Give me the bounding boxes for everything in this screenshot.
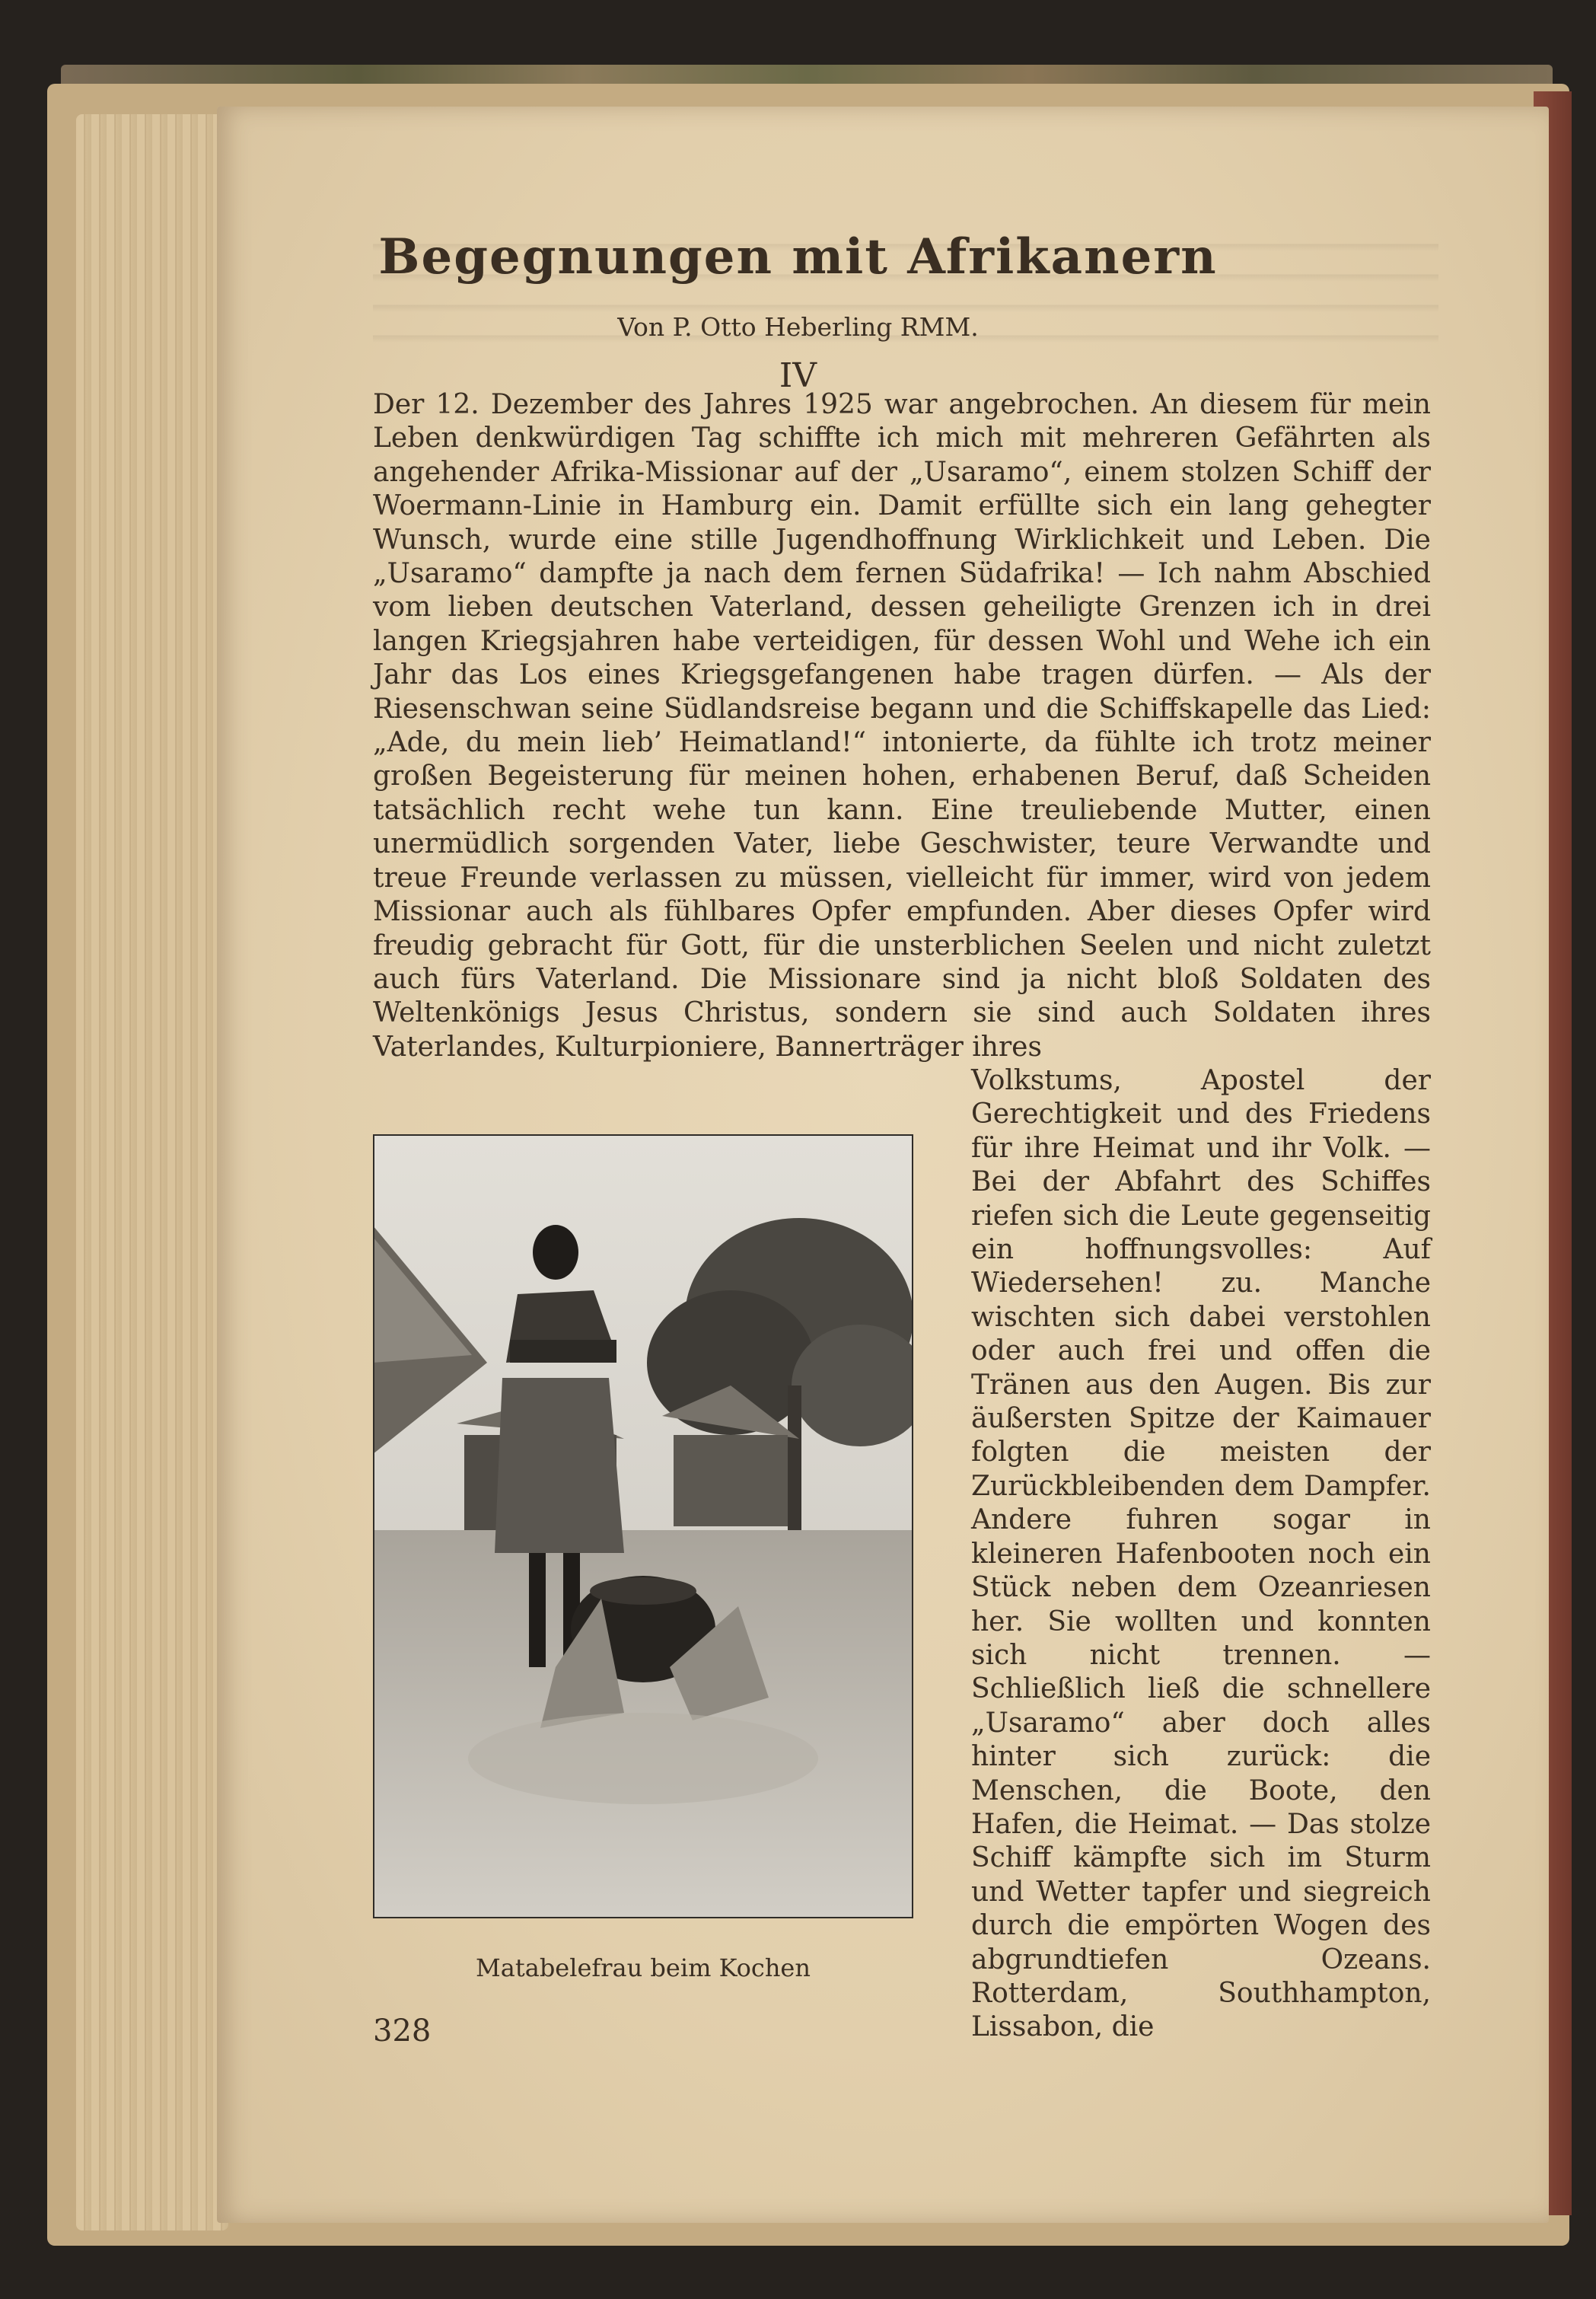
- body-paragraph-full-width: Der 12. Dezember des Jahres 1925 war angebrochen. An diesem für mein Leben denkwürdigen Tag schiffte ich mich mit mehreren Gefährten als angehender Afrika-Missionar auf der „Usaramo“, einem stolzen Schiff der Woermann-Linie in Hamburg ein. Damit erfüllte sich ein lang gehegter Wunsch, wurde eine stille Jugendhoffnung Wirklichkeit und Leben. Die „Usaramo“ dampfte ja nach dem fernen Südafrika! — Ich nahm Abschied vom lieben deutschen Vaterland, dessen geheiligte Grenzen ich in drei langen Kriegsjahren habe verteidigen, für dessen Wohl und Wehe ich ein Jahr das Los eines Kriegsgefangenen habe tragen dürfen. — Als der Riesenschwan seine Südlandsreise begann und die Schiffskapelle das Lied: „Ade, du mein lieb’ Heimatland!“ intonierte, da fühlte ich trotz meiner großen Begeisterung für meinen hohen, erhabenen Beruf, daß Scheiden tatsächlich recht wehe tun kann. Eine treuliebende Mutter, einen unermüdlich sorgenden Vater, liebe Geschwister, teure Verwandte und treue Freunde verlassen zu müssen, vielleicht für immer, wird von jedem Missionar auch als fühlbares Opfer empfunden. Aber dieses Opfer wird freudig gebracht für Gott, für die unsterblichen Seelen und nicht zuletzt auch fürs Vaterland. Die Missionare sind ja nicht bloß Soldaten des Weltenkönigs Jesus Christus, sondern sie sind auch Soldaten ihres Vaterlandes, Kulturpioniere, Bannerträger ihres: [373, 389, 1431, 1063]
- part-numeral: IV: [779, 356, 817, 395]
- body-paragraph-column: Volkstums, Apostel der Gerechtigkeit und des Friedens für ihre Heimat und ihr Volk. — Bei der Abfahrt des Schiffes riefen sich die Leute gegenseitig ein hoffnungsvolles: Auf Wiedersehen! zu. Manche wischten sich dabei verstohlen oder auch frei und offen die Tränen aus den Augen. Bis zur äußersten Spitze der Kaimauer folgten die meisten der Zurückbleibenden dem Dampfer. Andere fuhren sogar in kleineren Hafenbooten noch ein Stück neben dem Ozeanriesen her. Sie wollten und konnten sich nicht trennen. — Schließlich ließ die schnellere „Usaramo“ aber doch alles hinter sich zurück: die Menschen, die Boote, den Hafen, die Heimat. — Das stolze Schiff kämpfte sich im Sturm und Wetter tapfer und siegreich durch die empörten Wogen des abgrundtiefen Ozeans. Rotterdam, Southhampton, Lissabon, die: [971, 1065, 1431, 2043]
- article-byline: Von P. Otto Heberling RMM.: [617, 312, 979, 342]
- page-edges: [76, 114, 228, 2230]
- page-number: 328: [373, 2014, 432, 2049]
- photo-caption: Matabelefrau beim Kochen: [476, 1953, 811, 1982]
- photo-woman-cooking: [373, 1134, 913, 1918]
- article-title: Begegnungen mit Afrikanern: [378, 228, 1218, 285]
